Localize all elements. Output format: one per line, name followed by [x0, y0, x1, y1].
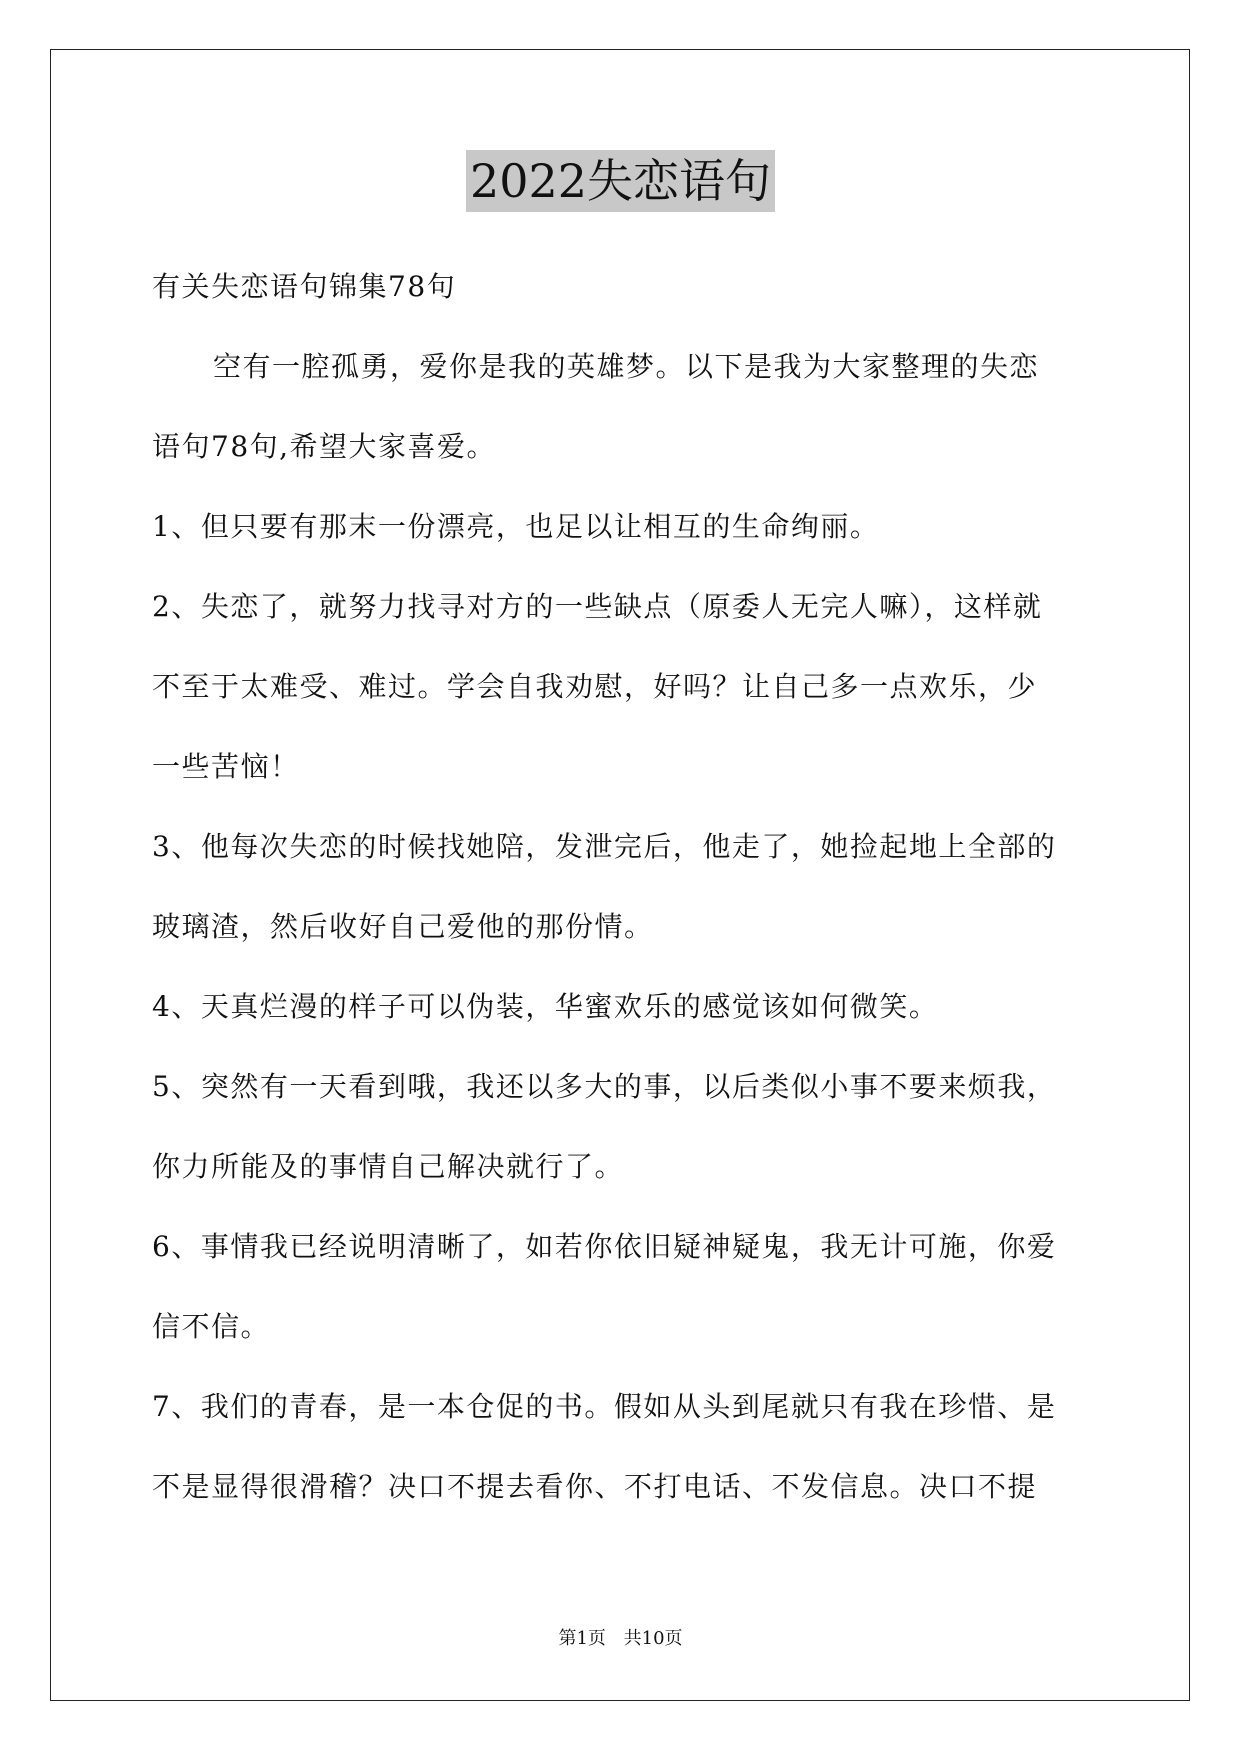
text-line: 你力所能及的事情自己解决就行了。	[152, 1150, 625, 1183]
text-line: 7、我们的青春，是一本仓促的书。假如从头到尾就只有我在珍惜、是	[152, 1390, 1057, 1423]
text-line: 5、突然有一天看到哦，我还以多大的事，以后类似小事不要来烦我，	[152, 1070, 1057, 1103]
text-line: 2、失恋了，就努力找寻对方的一些缺点（原委人无完人嘛），这样就	[152, 590, 1043, 623]
intro-line: 语句78句,希望大家喜爱。	[152, 430, 497, 463]
page-total: 共10页	[623, 1628, 683, 1649]
text-line: 不是显得很滑稽？决口不提去看你、不打电话、不发信息。决口不提	[152, 1470, 1038, 1503]
document-body	[152, 256, 1097, 1536]
text-line: 不至于太难受、难过。学会自我劝慰，好吗？让自己多一点欢乐，少	[152, 670, 1038, 703]
document-title: 2022失恋语句	[466, 150, 775, 212]
text-line: 一些苦恼！	[152, 750, 300, 783]
subtitle-line: 有关失恋语句锦集78句	[152, 270, 457, 303]
text-line: 3、他每次失恋的时候找她陪，发泄完后，他走了，她捡起地上全部的	[152, 830, 1057, 863]
page-number: 第1页	[558, 1628, 606, 1649]
title-container	[0, 150, 1241, 212]
text-line: 玻璃渣，然后收好自己爱他的那份情。	[152, 910, 654, 943]
text-line: 信不信。	[152, 1310, 271, 1343]
page-footer	[0, 1626, 1241, 1652]
intro-line: 空有一腔孤勇，爱你是我的英雄梦。以下是我为大家整理的失恋	[213, 350, 1040, 383]
text-line: 4、天真烂漫的样子可以伪装，华蜜欢乐的感觉该如何微笑。	[152, 990, 939, 1023]
text-line: 1、但只要有那末一份漂亮，也足以让相互的生命绚丽。	[152, 510, 880, 543]
text-line: 6、事情我已经说明清晰了，如若你依旧疑神疑鬼，我无计可施，你爱	[152, 1230, 1057, 1263]
